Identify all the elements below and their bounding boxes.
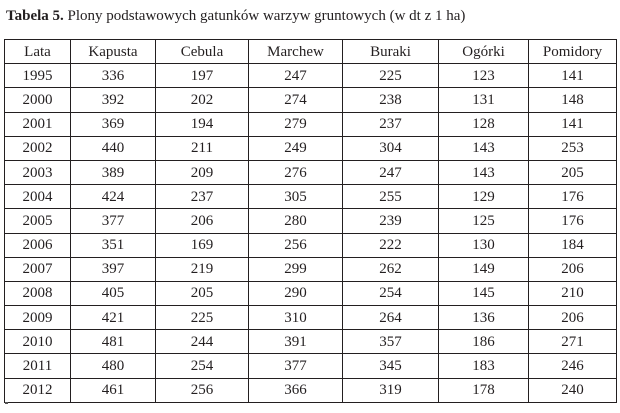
- cell-beet: 357: [343, 330, 439, 354]
- cell-cucumber: 131: [439, 88, 529, 112]
- cell-beet: 238: [343, 88, 439, 112]
- cell-cucumber: 125: [439, 209, 529, 233]
- column-header-beet: Buraki: [343, 40, 439, 64]
- column-header-tomato: Pomidory: [529, 40, 617, 64]
- cell-tomato: 148: [529, 88, 617, 112]
- cell-cabbage: 336: [71, 64, 156, 88]
- table-row: [5, 136, 617, 160]
- cell-year: 2005: [5, 209, 71, 233]
- cell-cabbage: 424: [71, 185, 156, 209]
- table-row: [5, 88, 617, 112]
- cell-cucumber: 149: [439, 257, 529, 281]
- cell-beet: 247: [343, 160, 439, 184]
- cell-carrot: 366: [249, 378, 343, 402]
- cell-carrot: 310: [249, 306, 343, 330]
- table-body: [5, 64, 617, 403]
- cell-cabbage: 421: [71, 306, 156, 330]
- cell-carrot: 274: [249, 88, 343, 112]
- cell-year: 2008: [5, 281, 71, 305]
- cell-tomato: 240: [529, 378, 617, 402]
- cell-onion: 202: [156, 88, 249, 112]
- cell-year: 2006: [5, 233, 71, 257]
- cell-year: 2007: [5, 257, 71, 281]
- cell-cabbage: 351: [71, 233, 156, 257]
- cell-cabbage: 392: [71, 88, 156, 112]
- cell-onion: 194: [156, 112, 249, 136]
- cell-cucumber: 186: [439, 330, 529, 354]
- cell-year: 2010: [5, 330, 71, 354]
- cell-beet: 237: [343, 112, 439, 136]
- cell-onion: 169: [156, 233, 249, 257]
- cell-carrot: 279: [249, 112, 343, 136]
- cell-tomato: 206: [529, 306, 617, 330]
- column-header-cucumber: Ogórki: [439, 40, 529, 64]
- cell-tomato: 253: [529, 136, 617, 160]
- column-header-onion: Cebula: [156, 40, 249, 64]
- cell-cabbage: 461: [71, 378, 156, 402]
- cell-onion: 225: [156, 306, 249, 330]
- cell-carrot: 391: [249, 330, 343, 354]
- cell-carrot: 299: [249, 257, 343, 281]
- cell-cucumber: 123: [439, 64, 529, 88]
- column-header-cabbage: Kapusta: [71, 40, 156, 64]
- cell-cucumber: 143: [439, 160, 529, 184]
- table-row: [5, 378, 617, 402]
- cell-onion: 256: [156, 378, 249, 402]
- cell-year: 2002: [5, 136, 71, 160]
- vegetable-yield-table: [4, 39, 617, 403]
- cell-cabbage: 377: [71, 209, 156, 233]
- cell-tomato: 206: [529, 257, 617, 281]
- cell-carrot: 280: [249, 209, 343, 233]
- cell-tomato: 210: [529, 281, 617, 305]
- cell-cabbage: 405: [71, 281, 156, 305]
- cell-onion: 219: [156, 257, 249, 281]
- cell-tomato: 271: [529, 330, 617, 354]
- cell-carrot: 276: [249, 160, 343, 184]
- cell-tomato: 184: [529, 233, 617, 257]
- cell-carrot: 256: [249, 233, 343, 257]
- cell-cucumber: 130: [439, 233, 529, 257]
- cell-onion: 237: [156, 185, 249, 209]
- cell-cabbage: 389: [71, 160, 156, 184]
- cell-cabbage: 440: [71, 136, 156, 160]
- cell-onion: 209: [156, 160, 249, 184]
- cell-tomato: 141: [529, 64, 617, 88]
- cell-cucumber: 143: [439, 136, 529, 160]
- cell-beet: 304: [343, 136, 439, 160]
- table-caption: [6, 6, 465, 26]
- cell-tomato: 141: [529, 112, 617, 136]
- cell-cabbage: 397: [71, 257, 156, 281]
- cell-beet: 225: [343, 64, 439, 88]
- table-row: [5, 257, 617, 281]
- cell-year: 1995: [5, 64, 71, 88]
- cell-cucumber: 145: [439, 281, 529, 305]
- table-row: [5, 233, 617, 257]
- table-title: Plony podstawowych gatunków warzyw gruntowych (w dt z 1 ha): [63, 8, 466, 24]
- cell-tomato: 205: [529, 160, 617, 184]
- footnote-mark: [5, 402, 8, 404]
- table-row: [5, 64, 617, 88]
- cell-carrot: 305: [249, 185, 343, 209]
- cell-carrot: 249: [249, 136, 343, 160]
- table-number: Tabela 5.: [6, 8, 64, 24]
- cell-tomato: 176: [529, 185, 617, 209]
- cell-year: 2011: [5, 354, 71, 378]
- table-row: [5, 185, 617, 209]
- cell-beet: 222: [343, 233, 439, 257]
- cell-cucumber: 129: [439, 185, 529, 209]
- column-header-carrot: Marchew: [249, 40, 343, 64]
- cell-cabbage: 481: [71, 330, 156, 354]
- table-row: [5, 354, 617, 378]
- cell-cucumber: 128: [439, 112, 529, 136]
- cell-cabbage: 480: [71, 354, 156, 378]
- cell-year: 2003: [5, 160, 71, 184]
- cell-beet: 255: [343, 185, 439, 209]
- table-row: [5, 330, 617, 354]
- cell-carrot: 247: [249, 64, 343, 88]
- table-row: [5, 306, 617, 330]
- table-row: [5, 160, 617, 184]
- cell-beet: 254: [343, 281, 439, 305]
- table-row: [5, 112, 617, 136]
- column-header-years: Lata: [5, 40, 71, 64]
- cell-onion: 254: [156, 354, 249, 378]
- cell-onion: 244: [156, 330, 249, 354]
- cell-onion: 211: [156, 136, 249, 160]
- cell-year: 2012: [5, 378, 71, 402]
- cell-beet: 319: [343, 378, 439, 402]
- cell-year: 2000: [5, 88, 71, 112]
- table-row: [5, 209, 617, 233]
- cell-onion: 197: [156, 64, 249, 88]
- cell-beet: 262: [343, 257, 439, 281]
- cell-year: 2001: [5, 112, 71, 136]
- cell-tomato: 176: [529, 209, 617, 233]
- table-row: [5, 281, 617, 305]
- cell-year: 2004: [5, 185, 71, 209]
- cell-onion: 205: [156, 281, 249, 305]
- cell-beet: 345: [343, 354, 439, 378]
- cell-beet: 239: [343, 209, 439, 233]
- cell-tomato: 246: [529, 354, 617, 378]
- cell-carrot: 377: [249, 354, 343, 378]
- cell-onion: 206: [156, 209, 249, 233]
- cell-beet: 264: [343, 306, 439, 330]
- cell-cabbage: 369: [71, 112, 156, 136]
- cell-cucumber: 183: [439, 354, 529, 378]
- cell-cucumber: 178: [439, 378, 529, 402]
- cell-carrot: 290: [249, 281, 343, 305]
- cell-year: 2009: [5, 306, 71, 330]
- header-row: [5, 40, 617, 64]
- cell-cucumber: 136: [439, 306, 529, 330]
